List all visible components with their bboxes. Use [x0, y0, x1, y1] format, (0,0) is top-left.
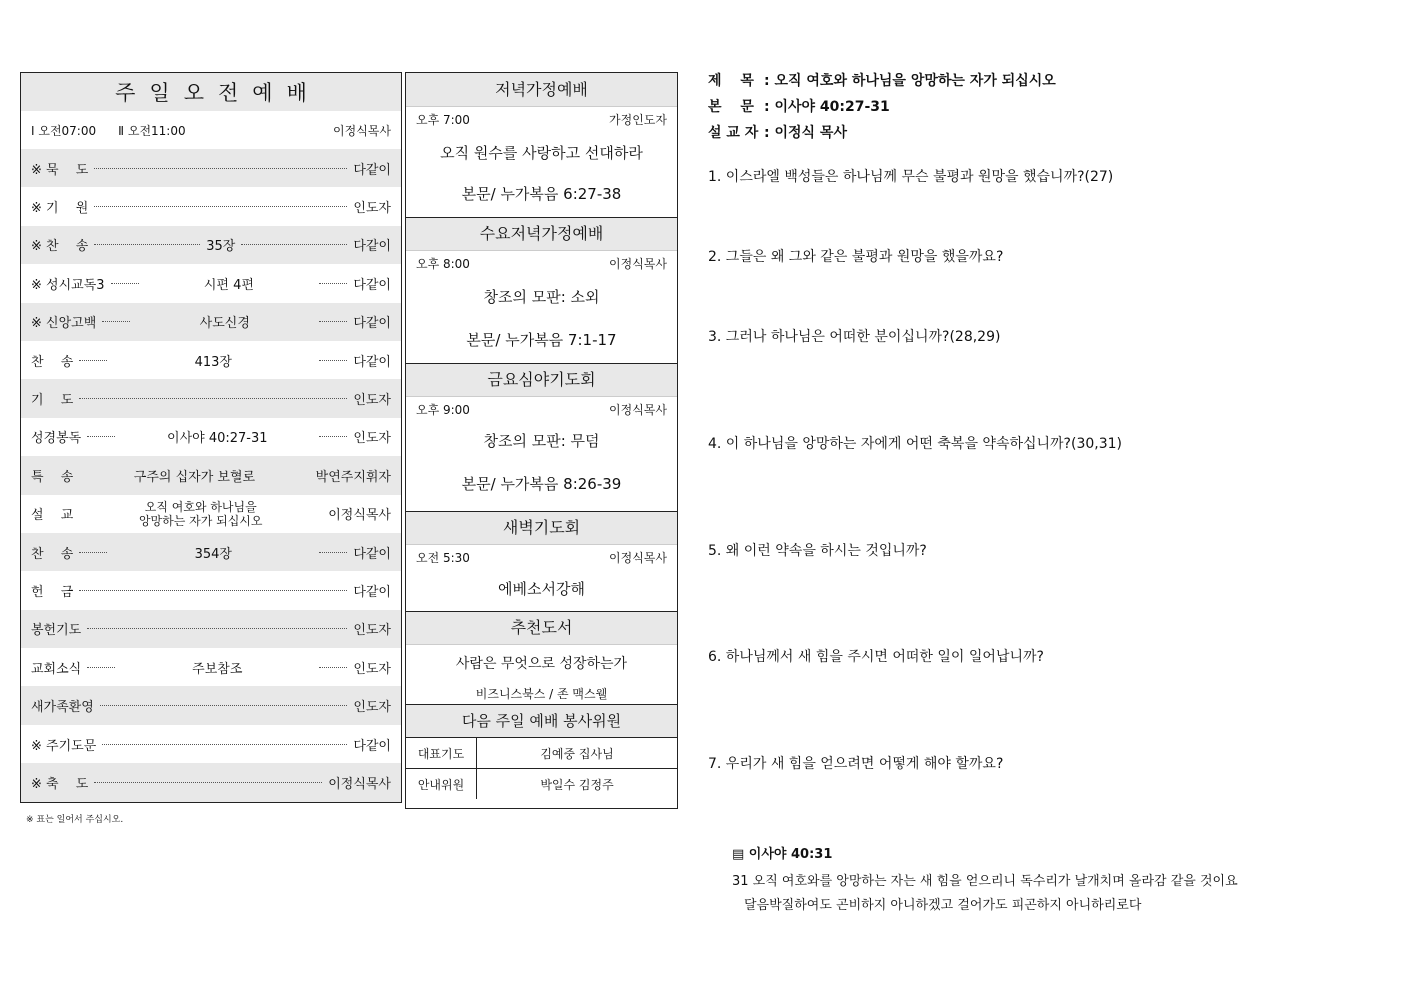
wednesday-time: 오후 8:00	[416, 257, 470, 271]
question-3: 3. 그러나 하나님은 어떠한 분이십니까?(28,29)	[708, 329, 1001, 345]
question-5: 5. 왜 이런 약속을 하시는 것입니까?	[708, 543, 927, 559]
order-detail: 35장	[206, 239, 236, 255]
leader-dots	[319, 552, 347, 553]
leader-dots	[102, 744, 347, 745]
second-service-time: Ⅱ 오전11:00	[118, 123, 186, 138]
question-7: 7. 우리가 새 힘을 얻으려면 어떻게 해야 할까요?	[708, 756, 1004, 772]
order-item: 교회소식	[31, 661, 82, 677]
order-detail-line2: 앙망하는 자가 되십시오	[138, 513, 263, 528]
order-row	[21, 456, 401, 494]
order-detail: 시편 4편	[203, 277, 254, 293]
order-leader: 인도자	[353, 623, 391, 639]
verse-reference: ▤ 이사야 40:31	[732, 847, 833, 862]
book-author: 비즈니스북스 / 존 맥스웰	[475, 687, 608, 701]
order-item: 설 교	[31, 508, 74, 524]
leader-dots	[79, 552, 107, 553]
order-row	[21, 571, 401, 609]
service-leader: 이정식목사	[333, 123, 391, 138]
order-leader: 다같이	[353, 738, 391, 754]
memory-verse	[732, 843, 1238, 918]
order-detail: 구주의 십자가 보혈로	[133, 469, 256, 485]
order-leader: 박연주지휘자	[315, 469, 391, 485]
staff-title: 다음 주일 예배 봉사위원	[406, 704, 677, 737]
order-row	[21, 686, 401, 724]
order-row	[21, 264, 401, 302]
book-name: 사람은 무엇으로 성장하는가	[455, 656, 628, 672]
staff-role: 대표기도	[406, 738, 477, 769]
order-leader: 인도자	[353, 431, 391, 447]
standing-footnote: ※ 표는 일어서 주십시오.	[26, 815, 124, 825]
leader-dots	[111, 283, 139, 284]
verse-line-2: 달음박질하여도 곤비하지 아니하겠고 걸어가도 피곤하지 아니하리로다	[744, 898, 1142, 913]
staff-names: 박일수 김정주	[477, 769, 678, 800]
order-item: 기 도	[31, 393, 74, 409]
leader-dots	[319, 436, 347, 437]
friday-time: 오후 9:00	[416, 403, 470, 417]
friday-leader: 이정식목사	[609, 403, 667, 417]
order-row	[21, 418, 401, 456]
leader-dots	[79, 360, 107, 361]
wednesday-scripture: 본문/ 누가복음 7:1-17	[466, 331, 617, 349]
leader-dots	[94, 206, 347, 207]
sermon-title-line: 제 목 : 오직 여호와 하나님을 앙망하는 자가 되십시오	[708, 68, 1388, 94]
order-detail: 오직 여호와 하나님을	[144, 499, 257, 514]
order-leader: 이정식목사	[328, 776, 391, 792]
leader-dots	[94, 168, 347, 169]
order-row	[21, 763, 401, 801]
friday-prayer-title: 금요심야기도회	[406, 363, 677, 397]
order-row	[21, 533, 401, 571]
order-row	[21, 341, 401, 379]
staff-row	[406, 769, 677, 800]
question-1: 1. 이스라엘 백성들은 하나님께 무슨 불평과 원망을 했습니까?(27)	[708, 169, 1114, 185]
leader-dots	[319, 667, 347, 668]
order-item: 찬 송	[31, 546, 74, 562]
evening-message: 오직 원수를 사랑하고 선대하라	[440, 144, 643, 162]
order-item: 새가족환영	[31, 700, 94, 716]
sermon-text: 이사야 40:27-31	[774, 99, 890, 115]
evening-scripture: 본문/ 누가복음 6:27-38	[461, 185, 622, 203]
leader-dots	[87, 667, 115, 668]
wednesday-message: 창조의 모판: 소외	[483, 288, 600, 306]
worship-times	[21, 111, 401, 149]
first-service-time: Ⅰ 오전07:00	[31, 123, 97, 138]
leader-dots	[94, 244, 200, 245]
order-item: ※ 성시교독3	[31, 277, 105, 293]
order-item: 특 송	[31, 469, 74, 485]
order-leader: 다같이	[353, 162, 391, 178]
sermon-preacher: 이정식 목사	[774, 125, 847, 141]
sermon-preacher-label: 설 교 자	[708, 125, 759, 141]
leader-dots	[79, 590, 347, 591]
order-row	[21, 725, 401, 763]
order-row	[21, 187, 401, 225]
staff-row	[406, 738, 677, 769]
order-leader: 인도자	[353, 201, 391, 217]
order-row	[21, 379, 401, 417]
sermon-info	[708, 68, 1388, 146]
order-row	[21, 149, 401, 187]
order-item: ※ 찬 송	[31, 239, 89, 255]
order-item: ※ 묵 도	[31, 162, 89, 178]
dawn-time-row	[406, 549, 677, 566]
friday-message: 창조의 모판: 무덤	[483, 432, 600, 450]
order-leader: 다같이	[353, 316, 391, 332]
leader-dots	[79, 398, 347, 399]
evening-leader: 가정인도자	[609, 113, 667, 127]
friday-scripture: 본문/ 누가복음 8:26-39	[461, 475, 622, 493]
leader-dots	[319, 360, 347, 361]
order-item: ※ 신앙고백	[31, 316, 97, 332]
order-row	[21, 495, 401, 533]
order-detail: 354장	[194, 546, 232, 562]
staff-names: 김예중 집사님	[477, 738, 678, 769]
leader-dots	[319, 321, 347, 322]
order-item: ※ 주기도문	[31, 738, 97, 754]
leader-dots	[94, 782, 322, 783]
order-leader: 이정식목사	[328, 508, 391, 524]
order-leader: 인도자	[353, 393, 391, 409]
dawn-message: 에베소서강해	[498, 580, 585, 598]
order-detail: 413장	[194, 354, 232, 370]
order-item: ※ 기 원	[31, 201, 89, 217]
order-item: 성경봉독	[31, 431, 82, 447]
leader-dots	[100, 705, 348, 706]
staff-role: 안내위원	[406, 769, 477, 800]
order-item: 헌 금	[31, 584, 74, 600]
wednesday-worship-title: 수요저녁가정예배	[406, 217, 677, 251]
sermon-title: 오직 여호와 하나님을 앙망하는 자가 되십시오	[774, 73, 1056, 89]
weekly-services-panel	[405, 72, 678, 809]
order-row	[21, 226, 401, 264]
dawn-leader: 이정식목사	[609, 551, 667, 565]
sermon-title-detail	[73, 500, 328, 528]
book-title-heading: 추천도서	[406, 611, 677, 645]
order-leader: 다같이	[353, 354, 391, 370]
order-item: ※ 축 도	[31, 776, 89, 792]
wednesday-leader: 이정식목사	[609, 257, 667, 271]
order-leader: 인도자	[353, 700, 391, 716]
leader-dots	[102, 321, 130, 322]
order-detail: 주보참조	[192, 661, 243, 677]
order-leader: 다같이	[353, 584, 391, 600]
sermon-text-line: 본 문 : 이사야 40:27-31	[708, 94, 1388, 120]
sermon-preacher-line: 설 교 자 : 이정식 목사	[708, 120, 1388, 146]
question-4: 4. 이 하나님을 앙망하는 자에게 어떤 축복을 약속하십니까?(30,31)	[708, 436, 1122, 452]
dawn-prayer-title: 새벽기도회	[406, 511, 677, 545]
leader-dots	[241, 244, 347, 245]
order-detail: 이사야 40:27-31	[167, 431, 268, 447]
evening-worship-title: 저녁가정예배	[406, 73, 677, 107]
order-detail: 사도신경	[199, 316, 250, 332]
question-6: 6. 하나님께서 새 힘을 주시면 어떠한 일이 일어납니까?	[708, 649, 1044, 665]
wednesday-time-row	[406, 255, 677, 272]
order-row	[21, 648, 401, 686]
order-row	[21, 610, 401, 648]
sermon-text-label: 본 문	[708, 99, 754, 115]
evening-time-row	[406, 111, 677, 128]
leader-dots	[87, 628, 347, 629]
order-item: 찬 송	[31, 354, 74, 370]
order-item: 봉헌기도	[31, 623, 82, 639]
order-row	[21, 303, 401, 341]
evening-time: 오후 7:00	[416, 113, 470, 127]
order-leader: 인도자	[353, 661, 391, 677]
leader-dots	[319, 283, 347, 284]
staff-table	[406, 737, 677, 799]
leader-dots	[87, 436, 115, 437]
order-leader: 다같이	[353, 277, 391, 293]
dawn-time: 오전 5:30	[416, 551, 470, 565]
worship-order-table	[20, 72, 402, 803]
question-2: 2. 그들은 왜 그와 같은 불평과 원망을 했을까요?	[708, 249, 1004, 265]
order-leader: 다같이	[353, 239, 392, 255]
verse-line-1: 31 오직 여호와를 앙망하는 자는 새 힘을 얻으리니 독수리가 날개치며 올라감 같을 것이요	[732, 874, 1238, 889]
worship-title: 주일오전예배	[21, 73, 401, 111]
order-leader: 다같이	[353, 546, 391, 562]
friday-time-row	[406, 401, 677, 418]
sermon-title-label: 제 목	[708, 73, 754, 89]
